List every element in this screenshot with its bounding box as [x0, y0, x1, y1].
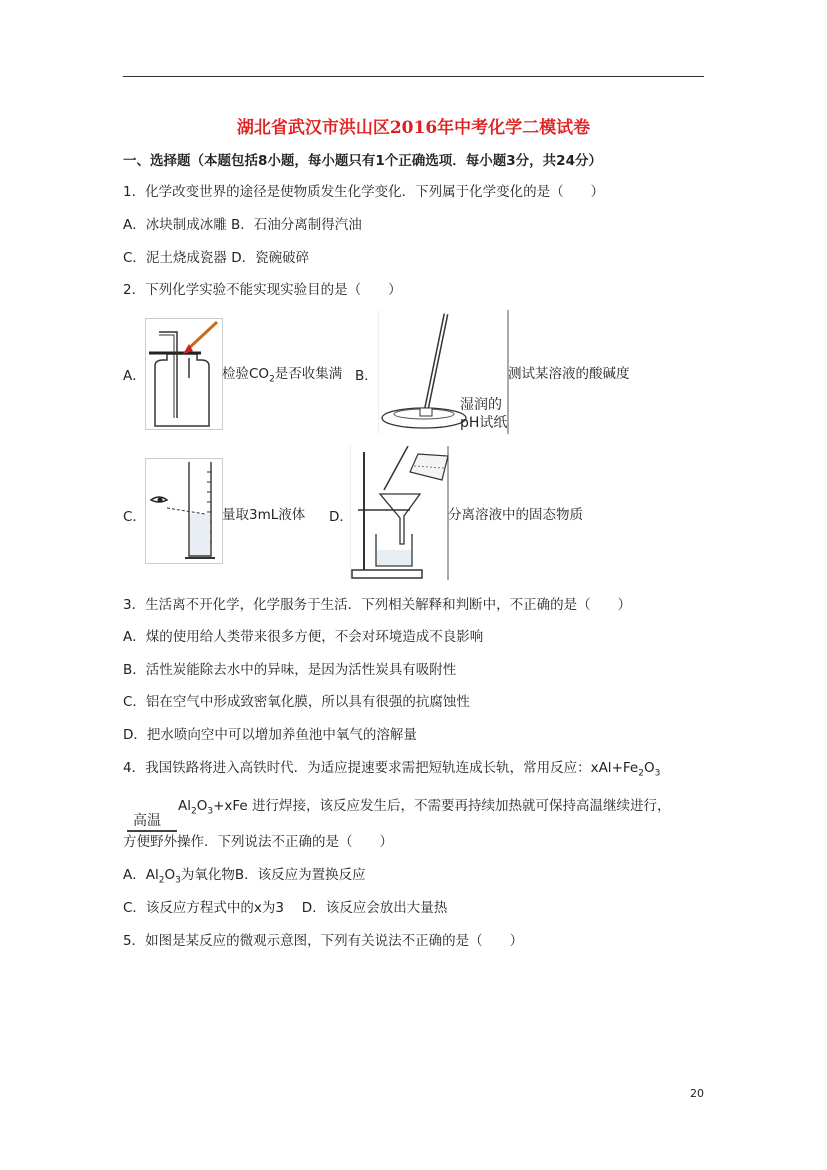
q3-option-a: A．煤的使用给人类带来很多方便，不会对环境造成不良影响	[123, 629, 484, 645]
q2-option-c-caption: 量取3mL液体	[222, 507, 306, 523]
q2-option-b-caption: 测试某溶液的酸碱度	[508, 366, 630, 382]
q2-stem: 2．下列化学实验不能实现实验目的是（ ）	[123, 282, 402, 298]
q3-stem: 3．生活离不开化学，化学服务于生活．下列相关解释和判断中，不正确的是（ ）	[123, 597, 632, 613]
q4-line2: $Al_2O_3+xFe$ 进行焊接，该反应发生后，不需要再持续加热就可保持高温继续进行，	[178, 798, 671, 817]
q1-options-ab: A．冰块制成冰雕 B．石油分离制得汽油	[123, 217, 362, 233]
filtration-figure	[350, 446, 450, 580]
ph-label-line1: 湿润的	[460, 397, 502, 413]
q1-options-cd: C．泥土烧成瓷器 D．瓷碗破碎	[123, 250, 310, 266]
q4-line3: 方便野外操作．下列说法不正确的是（ ）	[123, 834, 393, 850]
q2-option-c-letter: C．	[123, 509, 146, 525]
q1-stem: 1．化学改变世界的途径是使物质发生化学变化．下列属于化学变化的是（ ）	[123, 184, 605, 200]
gas-bottle-figure	[145, 318, 223, 430]
q4-stem: 4．我国铁路将进入高铁时代．为适应提速要求需把短轨连成长轨，常用反应：$xAl+Fe_2O_3$	[123, 760, 661, 779]
q2-option-a-letter: A．	[123, 368, 146, 384]
q4-option-cd: C．该反应方程式中的x为3 D．该反应会放出大量热	[123, 900, 448, 916]
reaction-condition: 高温	[127, 814, 177, 834]
measuring-cylinder-figure	[145, 458, 223, 564]
q5-stem: 5．如图是某反应的微观示意图，下列有关说法不正确的是（ ）	[123, 933, 524, 949]
ph-label-line2: pH试纸	[460, 415, 508, 431]
q2-option-a-caption: 检验$CO_2$是否收集满	[222, 366, 343, 385]
q3-option-b: B．活性炭能除去水中的异味，是因为活性炭具有吸附性	[123, 662, 457, 678]
page-number: 20	[690, 1087, 704, 1100]
q2-option-d-caption: 分离溶液中的固态物质	[448, 507, 583, 523]
q2-option-d-letter: D．	[329, 509, 353, 525]
q2-option-b-letter: B．	[355, 368, 378, 384]
page-title: 湖北省武汉市洪山区2016年中考化学二模试卷	[236, 118, 591, 138]
section-heading: 一、选择题（本题包括8小题，每小题只有1个正确选项．每小题3分，共24分）	[123, 153, 602, 169]
header-rule	[123, 76, 704, 77]
q3-option-d: D．把水喷向空中可以增加养鱼池中氧气的溶解量	[123, 727, 417, 743]
q4-option-ab: A．$Al_2O_3$为氧化物B．该反应为置换反应	[123, 867, 366, 886]
q3-option-c: C．铝在空气中形成致密氧化膜，所以具有很强的抗腐蚀性	[123, 694, 470, 710]
